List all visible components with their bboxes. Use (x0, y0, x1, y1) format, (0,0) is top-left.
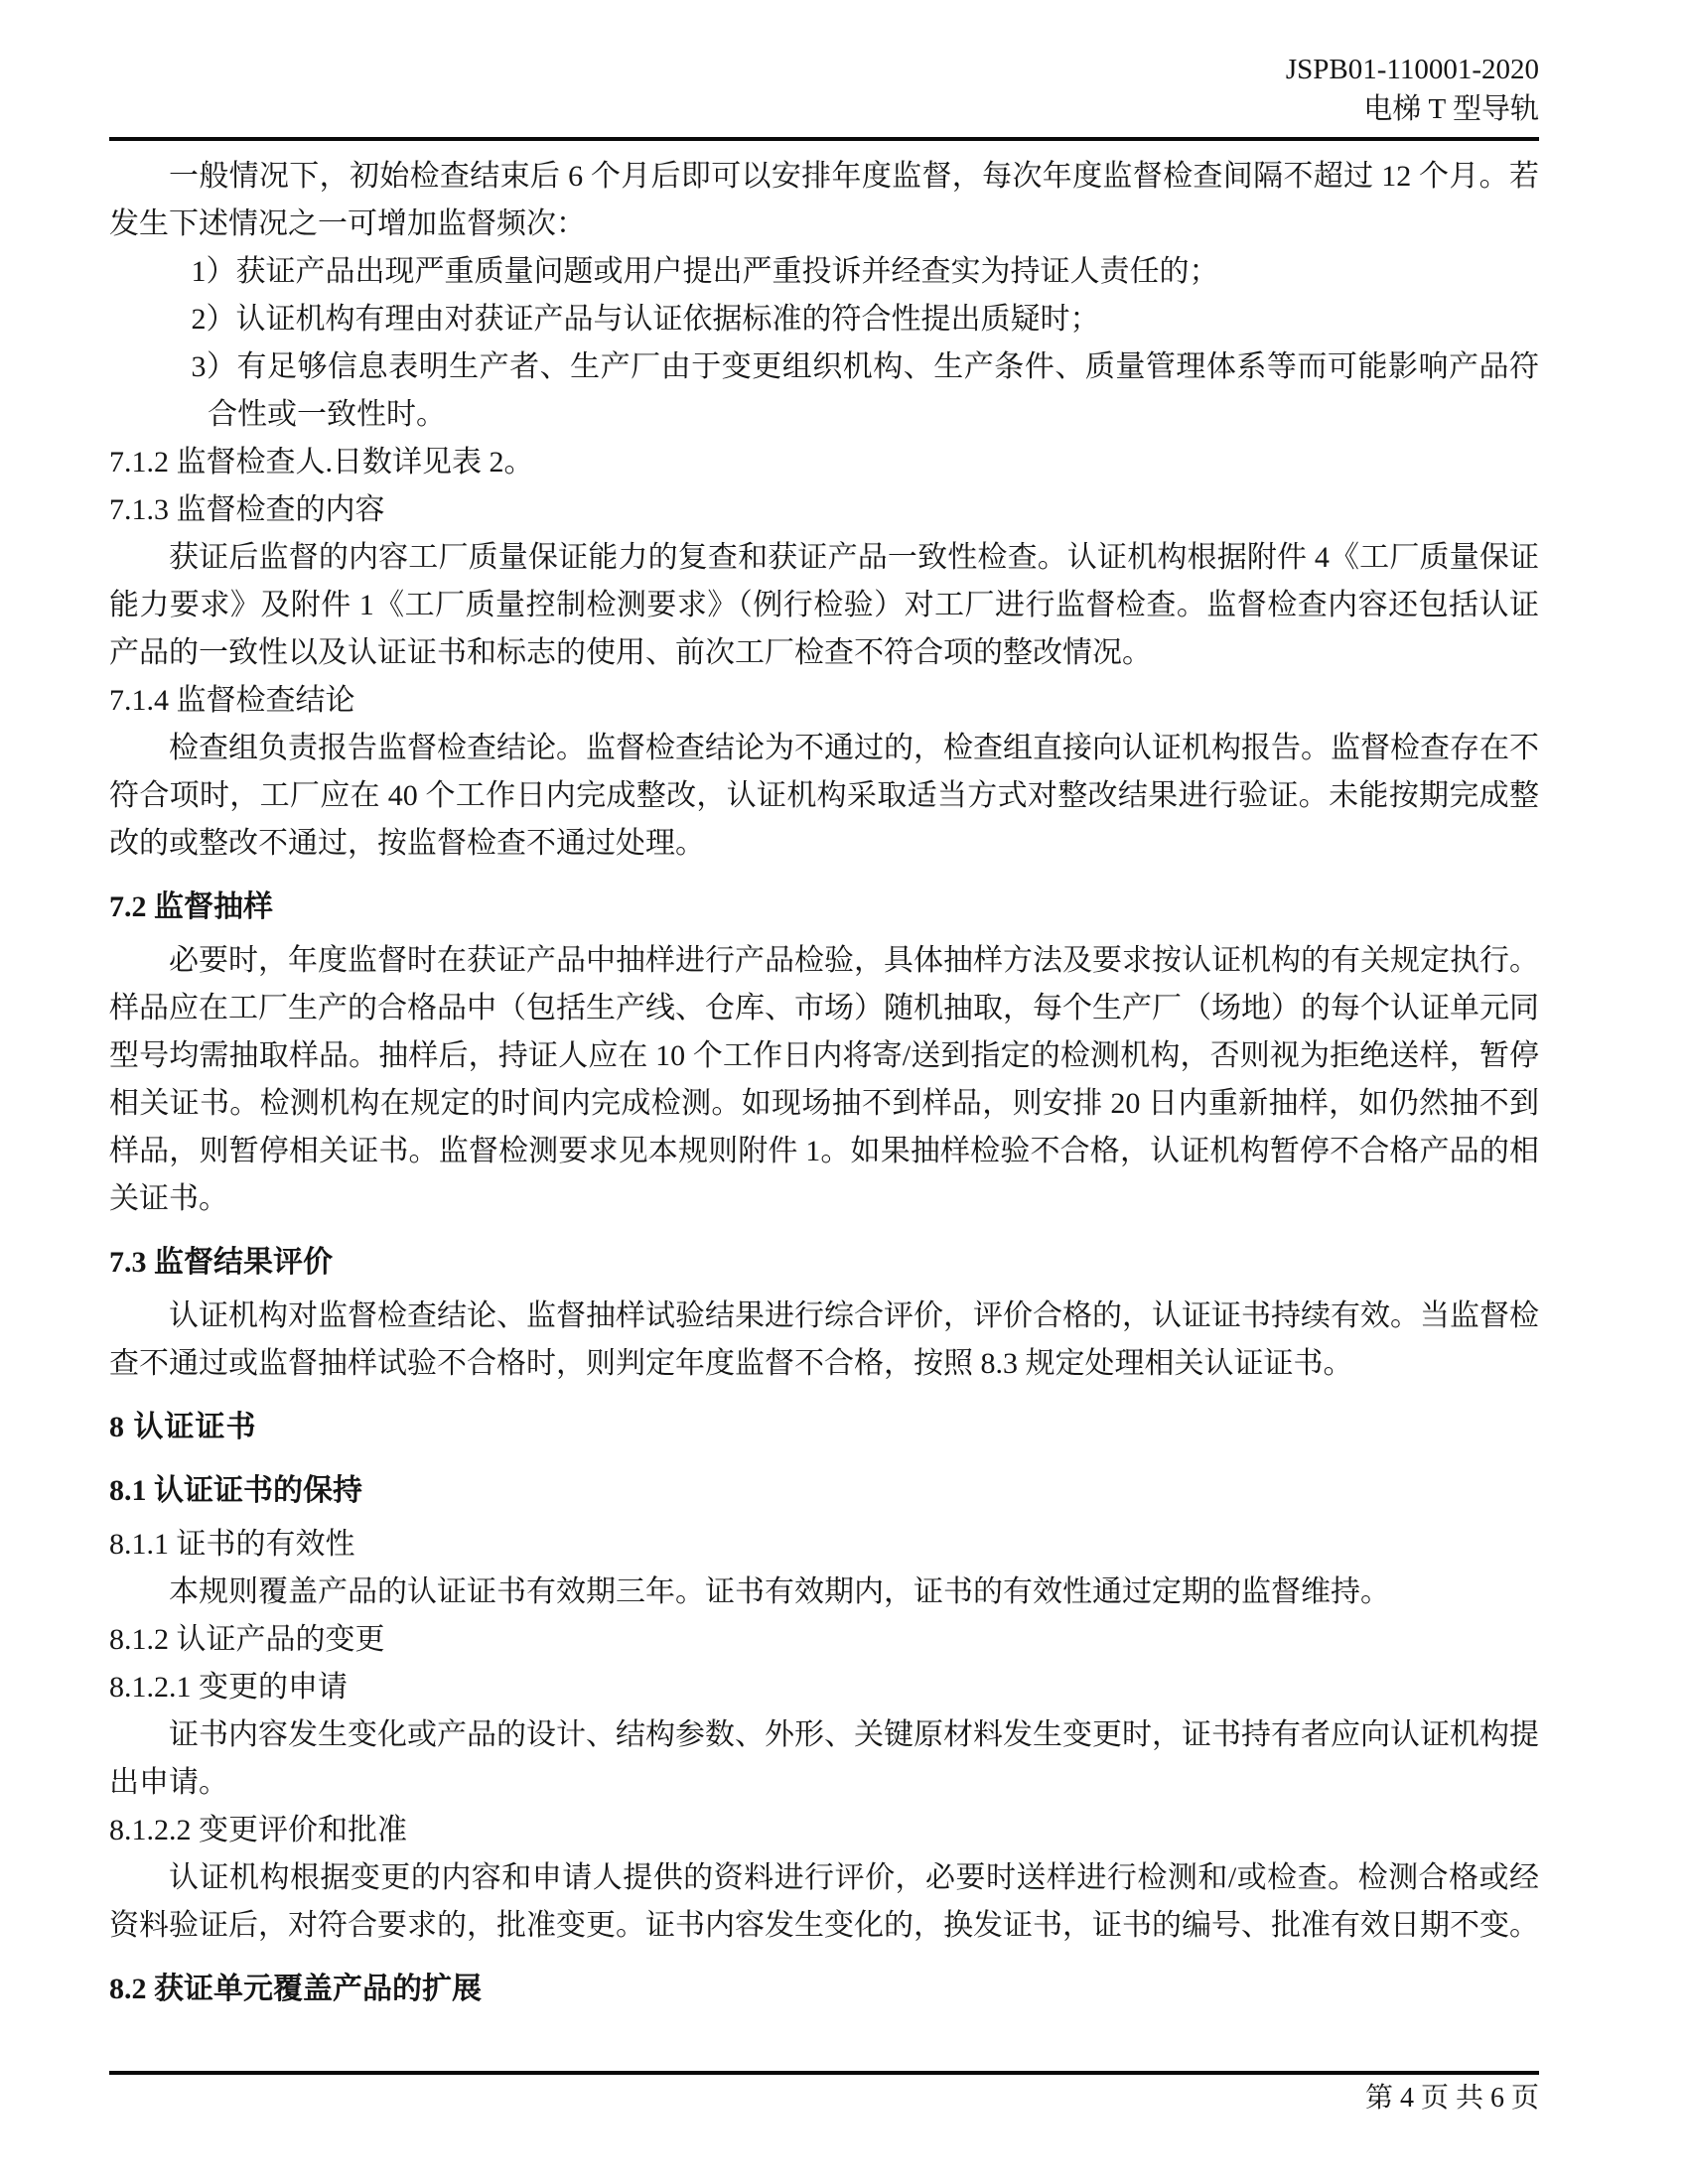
heading-8-1-2: 8.1.2 认证产品的变更 (109, 1623, 385, 1656)
paragraph-7-3-content: 认证机构对监督检查结论、监督抽样试验结果进行综合评价，评价合格的，认证证书持续有效。当监督检查不通过或监督抽样试验不合格时，则判定年度监督不合格，按照 8.3 规定处理相关认证证书。 (109, 1299, 1539, 1380)
heading-8: 8 认证证书 (109, 1411, 257, 1443)
page-footer (109, 2071, 1539, 2118)
heading-7-2: 7.2 监督抽样 (109, 890, 273, 923)
doc-number: JSPB01-110001-2020 (1285, 54, 1539, 85)
heading-7-1-2: 7.1.2 监督检查人.日数详见表 2。 (109, 446, 534, 478)
doc-title: 电梯 T 型导轨 (1363, 93, 1539, 125)
heading-7-1-4: 7.1.4 监督检查结论 (109, 684, 355, 717)
paragraph-7-1-3-content: 获证后监督的内容工厂质量保证能力的复查和获证产品一致性检查。认证机构根据附件 4《工厂质量保证能力要求》及附件 1《工厂质量控制检测要求》（例行检验）对工厂进行监督检查。监督检查内容还包括认证产品的一致性以及认证证书和标志的使用、前次工厂检查不符合项的整改情况。 (109, 541, 1539, 669)
list-item-3: 3）有足够信息表明生产者、生产厂由于变更组织机构、生产条件、质量管理体系等而可能影响产品符合性或一致性时。 (191, 350, 1539, 431)
heading-7-3: 7.3 监督结果评价 (109, 1246, 333, 1279)
footer-divider (109, 2071, 1539, 2075)
heading-8-1-2-1: 8.1.2.1 变更的申请 (109, 1671, 348, 1704)
paragraph-7-2-content: 必要时，年度监督时在获证产品中抽样进行产品检验，具体抽样方法及要求按认证机构的有关规定执行。样品应在工厂生产的合格品中（包括生产线、仓库、市场）随机抽取，每个生产厂（场地）的每个认证单元同型号均需抽取样品。抽样后，持证人应在 10 个工作日内将寄/送到指定的检测机构，否则视为拒绝送样，暂停相关证书。检测机构在规定的时间内完成检测。如现场抽不到样品，则安排 20 日内重新抽样，如仍然抽不到样品，则暂停相关证书。监督检测要求见本规则附件 1。如果抽样检验不合格，认证机构暂停不合格产品的相关证书。 (109, 944, 1539, 1215)
heading-8-1-2-2: 8.1.2.2 变更评价和批准 (109, 1814, 407, 1846)
page-number: 第 4 页 共 6 页 (1364, 2083, 1539, 2114)
paragraph-supervision-frequency: 一般情况下，初始检查结束后 6 个月后即可以安排年度监督，每次年度监督检查间隔不超过 12 个月。若发生下述情况之一可增加监督频次： (109, 160, 1539, 240)
paragraph-8-1-1-content: 本规则覆盖产品的认证证书有效期三年。证书有效期内，证书的有效性通过定期的监督维持。 (169, 1575, 1390, 1608)
heading-7-1-3: 7.1.3 监督检查的内容 (109, 493, 385, 526)
heading-8-2: 8.2 获证单元覆盖产品的扩展 (109, 1973, 482, 2005)
page-header (109, 50, 1539, 129)
list-item-2: 2）认证机构有理由对获证产品与认证依据标准的符合性提出质疑时； (191, 303, 1100, 336)
paragraph-8-1-2-2-content: 认证机构根据变更的内容和申请人提供的资料进行评价，必要时送样进行检测和/或检查。检测合格或经资料验证后，对符合要求的，批准变更。证书内容发生变化的，换发证书，证书的编号、批准有效日期不变。 (109, 1861, 1539, 1942)
paragraph-7-1-4-content: 检查组负责报告监督检查结论。监督检查结论为不通过的，检查组直接向认证机构报告。监督检查存在不符合项时，工厂应在 40 个工作日内完成整改，认证机构采取适当方式对整改结果进行验证。未能按期完成整改的或整改不通过，按监督检查不通过处理。 (109, 732, 1539, 860)
list-item-1: 1）获证产品出现严重质量问题或用户提出严重投诉并经查实为持证人责任的； (191, 255, 1219, 288)
heading-8-1-1: 8.1.1 证书的有效性 (109, 1528, 355, 1561)
header-divider (109, 137, 1539, 141)
paragraph-8-1-2-1-content: 证书内容发生变化或产品的设计、结构参数、外形、关键原材料发生变更时，证书持有者应向认证机构提出申请。 (109, 1718, 1539, 1799)
document-body (109, 153, 1539, 2013)
heading-8-1: 8.1 认证证书的保持 (109, 1474, 362, 1507)
